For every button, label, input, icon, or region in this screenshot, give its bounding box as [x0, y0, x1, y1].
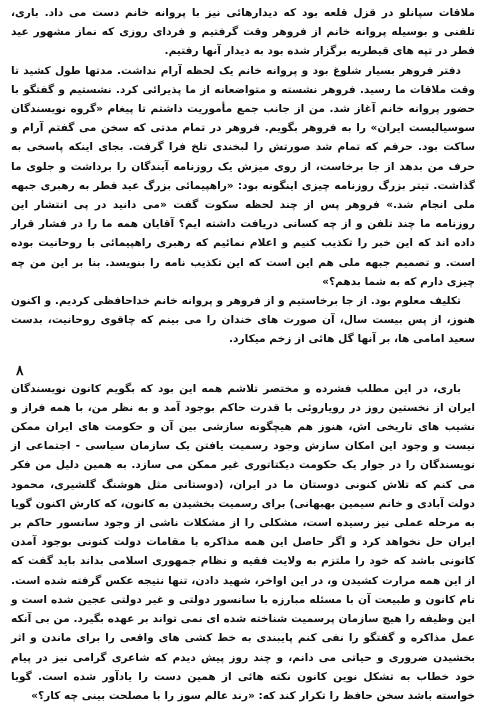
paragraph-3: تکلیف معلوم بود. از جا برخاستیم و از فروهر و پروانه خانم خداحافظی کردیم. و اکنون هنوز، از پس بیست سال، آن صورت های خندان را می بینم که چاقوی روحانیت، بدست سعید امامی ها، بر آنها گل هائی از زخم میکارد.	[11, 295, 475, 346]
paragraph-4: باری، در این مطلب فشرده و مختصر تلاشم همه این بود که بگویم کانون نویسندگان ایران از نخستین روز در رویاروئی با قدرت حاکم بوجود آمد و به نظر من، با همه فراز و نشیب های تاریخی اش، هنوز هم هیچگونه سازشی بین آن و حکومت های ایران ممکن نیست و وجود این امکان سازش وجود رسمیت یافتن یک سازمان سیاسی - اجتماعی از نویسندگان را در جوار یک حکومت دیکتاتوری غیر ممکن می سازد. به همین دلیل من فکر می کنم که تلاش کنونی دوستان ما در ایران، (دوستانی مثل هوشنگ گلشیری، محمود دولت آبادی و خانم سیمین بهبهانی) برای رسمیت بخشیدن به کانون، که کارش اکنون گویا به مرحله عملی نیز رسیده است، مشکلی را از مشکلات ناشی از وجود سانسور حاکم بر ایران حل نخواهد کرد و اگر حاصل این همه مذاکره با مقامات دولت کنونی بوجود آمدن کانونی باشد که خود را ملتزم به ولایت فقیه و نظام جمهوری اسلامی بداند باید گفت که از این همه مرارت کشیدن و، در این اواخر، شهید دادن، تنها نتیجه عکس گرفته شده است. نام کانون و طبیعت آن با مسئله مبارزه با سانسور دولتی و غیر دولتی عجین شده است و این وظیفه را هیچ سازمان پرسمیت شناخته شده ای نمی تواند بر عهده بگیرد. من بی آنکه عمل مذاکره و گفتگو را نفی کنم پایبندی به خط کشی های واقعی را برای ماندن و اثر بخشیدن ضروری و حیاتی می دانم، و چند روز پیش دیدم که شاعری گرامی نیز در پیام خود خطاب به تشکل نوین کانون نکته هائی از همین دست را یادآور شده است. گویا خواسته باشد سخن حافظ را تکرار کند که: «رند عالم سوز را با مصلحت بینی چه کار؟»	[11, 382, 475, 702]
paragraph-2: دفتر فروهر بسیار شلوغ بود و پروانه خانم یک لحظه آرام نداشت. مدتها طول کشید تا وقت ملاقات ما رسید. فروهر نشسته و متواضعانه از ما پذیرائی کرد. نشستیم و گفتگو با حضور پروانه خانم آغاز شد. من از جانب جمع مأموریت داشتم تا پیغام «گروه نویسندگان سوسیالیست ایران» را به فروهر بگویم. فروهر در تمام مدتی که سخن می گفتم آرام و ساکت بود. حرفم که تمام شد صورتش را لبخندی تلخ فرا گرفت. بجای اینکه پاسخی به حرف من بدهد از جا برخاست، از روی میزش یک روزنامه آیندگان را برداشت و جلوی ما گذاشت. تیتر بزرگ روزنامه چیزی اینگونه بود: «راهپیمائی بزرگ عید فطر به رهبری جبهه ملی انجام شد.» فروهر پس از چند لحظه سکوت گفت «می دانید در پی انتشار این روزنامه ما چند تلفن و از چه کسانی دریافت داشته ایم؟ آقایان همه ما را در فشار قرار داده اند که این خبر را تکذیب کنیم و اعلام نمائیم که رهبری راهپیمائی با روحانیت بوده است. و تصمیم جبهه ملی هم این است که این تکذیب نامه را بنویسد. بنا بر این من چه چیزی دارم که به شما بدهم؟»	[11, 64, 475, 288]
section-number: ۸	[16, 362, 24, 379]
paragraph-1: ملاقات سپانلو در قزل قلعه بود که دیدارهائی نیز با پروانه خانم دست می داد. باری، تلفنی و بوسیله پروانه خانم از فروهر وقت گرفتیم و فردای روزی که نماز مشهور عید فطر در تپه های قیطریه برگزار شده بود به دیدار آنها رفتیم.	[11, 7, 475, 58]
